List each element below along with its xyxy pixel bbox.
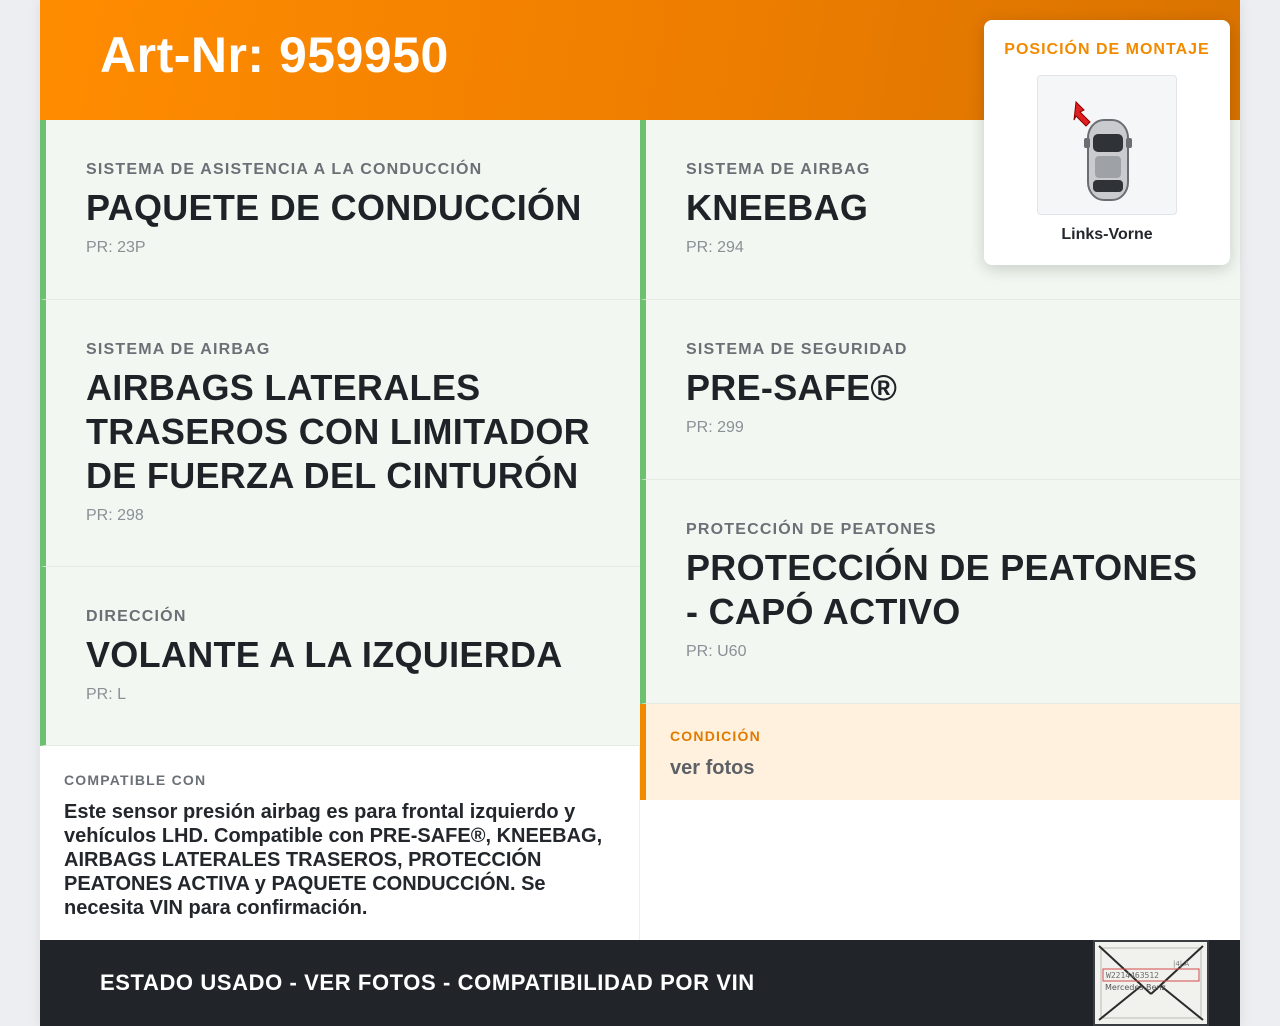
product-card [40, 0, 1240, 1026]
feature-name: PRE-SAFE® [686, 367, 898, 408]
mounting-position-title: POSICIÓN DE MONTAJE [1004, 41, 1210, 58]
feature-card-pre-safe [640, 300, 1240, 480]
feature-category: SISTEMA DE AIRBAG [686, 161, 871, 178]
footer-bar [40, 940, 1240, 1026]
article-number-title: Art-Nr: 959950 [100, 27, 449, 83]
svg-text:W2214463512: W2214463512 [1106, 971, 1159, 980]
feature-pr-code: PR: 298 [86, 507, 144, 524]
car-top-view-icon [1038, 76, 1176, 214]
label-photo-icon [1095, 942, 1207, 1024]
condition-value: ver fotos [670, 757, 755, 779]
feature-name: PROTECCIÓN DE PEATONES - CAPÓ ACTIVO [686, 547, 1198, 632]
feature-category: PROTECCIÓN DE PEATONES [686, 521, 937, 538]
feature-category: SISTEMA DE AIRBAG [86, 341, 271, 358]
feature-pr-code: PR: 294 [686, 239, 744, 256]
condition-section [640, 704, 1240, 800]
part-photo-thumbnail[interactable] [1093, 940, 1209, 1026]
feature-pr-code: PR: 299 [686, 419, 744, 436]
compatibility-label: COMPATIBLE CON [64, 772, 207, 788]
feature-name: VOLANTE A LA IZQUIERDA [86, 634, 563, 675]
mounting-position-popup [984, 20, 1230, 265]
feature-category: SISTEMA DE ASISTENCIA A LA CONDUCCIÓN [86, 161, 483, 178]
footer-text: ESTADO USADO - VER FOTOS - COMPATIBILIDAD POR VIN [100, 970, 755, 995]
feature-card-driving-package [40, 120, 640, 300]
compatibility-text: Este sensor presión airbag es para frontal izquierdo y vehículos LHD. Compatible con PRE-SAFE®, KNEEBAG, AIRBAGS LATERALES TRASEROS, PROTECCIÓN PEATONES ACTIVA y PAQUETE CONDUCCIÓN. Se necesita VIN para confirmación. [64, 801, 603, 919]
feature-category: SISTEMA DE SEGURIDAD [686, 341, 908, 358]
mounting-position-label: Links-Vorne [1061, 226, 1153, 243]
feature-pr-code: PR: L [86, 686, 127, 703]
feature-category: DIRECCIÓN [86, 608, 187, 625]
feature-pr-code: PR: 23P [86, 239, 146, 256]
feature-name: KNEEBAG [686, 187, 869, 228]
svg-text:Mercedes-Benz: Mercedes-Benz [1105, 983, 1166, 992]
feature-card-pedestrian-protection [640, 480, 1240, 704]
feature-card-rear-side-airbags [40, 300, 640, 567]
svg-text:|4| A: |4| A [1173, 960, 1190, 968]
car-position-image [1037, 75, 1177, 215]
feature-name: AIRBAGS LATERALES TRASEROS CON LIMITADOR DE FUERZA DEL CINTURÓN [86, 367, 590, 496]
condition-label: CONDICIÓN [670, 728, 761, 744]
feature-card-steering [40, 567, 640, 746]
compatibility-section [40, 746, 640, 940]
feature-pr-code: PR: U60 [686, 643, 747, 660]
feature-name: PAQUETE DE CONDUCCIÓN [86, 187, 582, 228]
